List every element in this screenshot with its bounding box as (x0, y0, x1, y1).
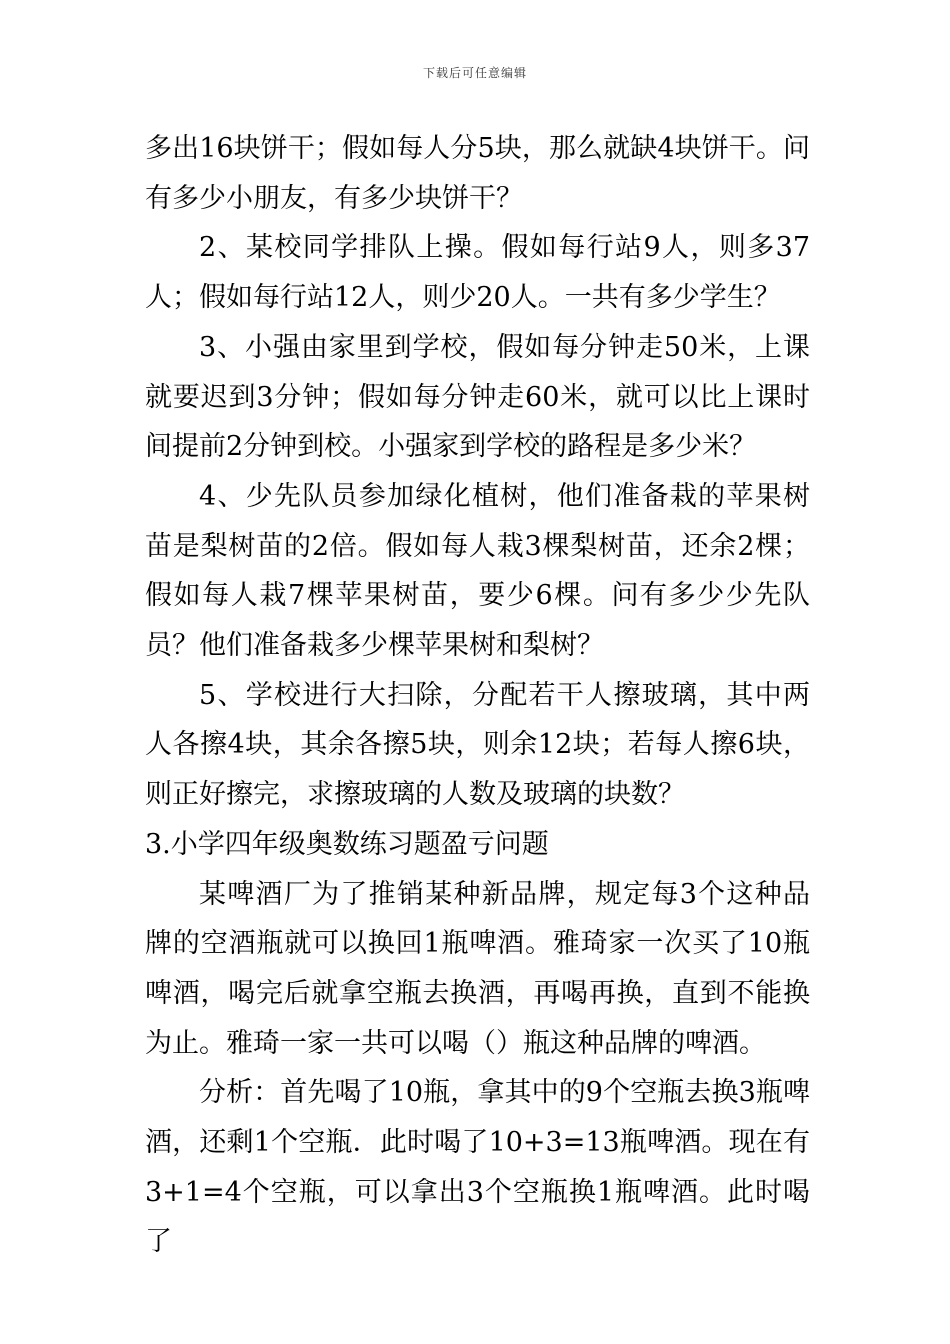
paragraph-analysis: 分析：首先喝了10瓶，拿其中的9个空瓶去换3瓶啤酒，还剩1个空瓶．此时喝了10+3=13瓶啤酒。现在有3+1=4个空瓶，可以拿出3个空瓶换1瓶啤酒。此时喝了 (145, 1077, 810, 1258)
document-body (145, 124, 810, 1267)
paragraph-problem-3: 3、小强由家里到学校，假如每分钟走50米，上课就要迟到3分钟；假如每分钟走60米，就可以比上课时间提前2分钟到校。小强家到学校的路程是多少米？ (145, 331, 810, 463)
download-note: 下载后可任意编辑 (422, 66, 527, 80)
paragraph-continuation: 多出16块饼干；假如每人分5块，那么就缺4块饼干。问有多少小朋友，有多少块饼干？ (145, 133, 810, 214)
paragraph-problem-5: 5、学校进行大扫除，分配若干人擦玻璃，其中两人各擦4块，其余各擦5块，则余12块；若每人擦6块，则正好擦完，求擦玻璃的人数及玻璃的块数？ (145, 679, 810, 811)
paragraph-beer-problem: 某啤酒厂为了推销某种新品牌，规定每3个这种品牌的空酒瓶就可以换回1瓶啤酒。雅琦家一次买了10瓶啤酒，喝完后就拿空瓶去换酒，再喝再换，直到不能换为止。雅琦一家一共可以喝（）瓶这种品牌的啤酒。 (145, 878, 810, 1059)
section-heading: 3.小学四年级奥数练习题盈亏问题 (145, 828, 549, 860)
paragraph-problem-4: 4、少先队员参加绿化植树，他们准备栽的苹果树苗是梨树苗的2倍。假如每人栽3棵梨树苗，还余2棵；假如每人栽7棵苹果树苗，要少6棵。问有多少少先队员？他们准备栽多少棵苹果树和梨树？ (145, 480, 810, 662)
paragraph-problem-2: 2、某校同学排队上操。假如每行站9人，则多37人；假如每行站12人，则少20人。一共有多少学生？ (145, 232, 810, 314)
